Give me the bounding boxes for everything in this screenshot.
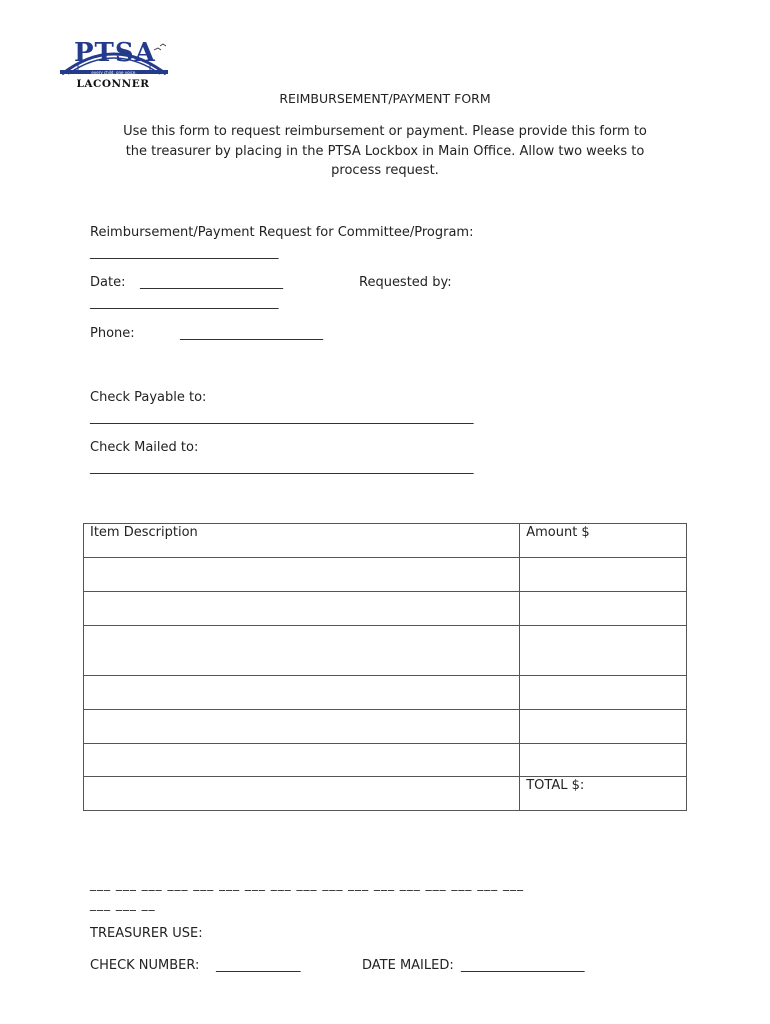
table-row bbox=[84, 592, 687, 626]
date-mailed-field[interactable]: ___________________ bbox=[461, 958, 585, 973]
logo-location: LACONNER bbox=[76, 78, 150, 90]
table-row bbox=[84, 558, 687, 592]
date-label: Date: bbox=[90, 275, 126, 290]
amount-cell[interactable] bbox=[520, 744, 687, 777]
date-field[interactable]: ______________________ bbox=[140, 275, 283, 290]
intro-line: the treasurer by placing in the PTSA Lockbox in Main Office. Allow two weeks to bbox=[125, 143, 645, 159]
intro-line: Use this form to request reimbursement or payment. Please provide this form to bbox=[123, 124, 647, 139]
separator-line: ___ ___ ___ ___ ___ ___ ___ ___ ___ ___ ___ ___ ___ ___ ___ ___ ___ bbox=[90, 877, 525, 891]
amount-cell[interactable] bbox=[520, 676, 687, 710]
total-label[interactable]: TOTAL $: bbox=[520, 777, 687, 811]
check-mailed-field[interactable]: ___________________________________________________________ bbox=[90, 460, 474, 475]
treasurer-use-heading: TREASURER USE: bbox=[90, 926, 203, 941]
committee-label: Reimbursement/Payment Request for Committee/Program: bbox=[90, 225, 474, 240]
intro-text bbox=[95, 122, 675, 181]
phone-label: Phone: bbox=[90, 326, 135, 341]
committee-field[interactable]: _____________________________ bbox=[90, 245, 279, 260]
item-description-cell[interactable] bbox=[84, 558, 520, 592]
amount-cell[interactable] bbox=[520, 710, 687, 744]
amount-cell[interactable] bbox=[520, 592, 687, 626]
item-description-cell[interactable] bbox=[84, 710, 520, 744]
header-item-description: Item Description bbox=[84, 524, 520, 558]
item-description-cell[interactable] bbox=[84, 744, 520, 777]
check-payable-field[interactable]: ___________________________________________________________ bbox=[90, 410, 474, 425]
table-row bbox=[84, 626, 687, 676]
table-total-row bbox=[84, 777, 687, 811]
amount-cell[interactable] bbox=[520, 558, 687, 592]
requested-by-label: Requested by: bbox=[359, 275, 452, 290]
item-description-cell[interactable] bbox=[84, 592, 520, 626]
ptsa-logo bbox=[58, 36, 170, 92]
check-payable-label: Check Payable to: bbox=[90, 390, 207, 405]
total-blank-cell bbox=[84, 777, 520, 811]
item-description-cell[interactable] bbox=[84, 676, 520, 710]
logo-tagline: every child. one voice. bbox=[91, 70, 137, 75]
amount-cell[interactable] bbox=[520, 626, 687, 676]
item-description-cell[interactable] bbox=[84, 626, 520, 676]
intro-line: process request. bbox=[331, 163, 439, 178]
requested-by-field[interactable]: _____________________________ bbox=[90, 295, 279, 310]
check-mailed-label: Check Mailed to: bbox=[90, 440, 199, 455]
header-amount: Amount $ bbox=[520, 524, 687, 558]
form-title: REIMBURSEMENT/PAYMENT FORM bbox=[279, 91, 491, 106]
phone-field[interactable]: ______________________ bbox=[180, 326, 323, 341]
table-header-row bbox=[84, 524, 687, 558]
separator-line: ___ ___ __ bbox=[90, 897, 156, 911]
table-row bbox=[84, 676, 687, 710]
table-row bbox=[84, 744, 687, 777]
check-number-field[interactable]: _____________ bbox=[216, 958, 301, 973]
check-number-label: CHECK NUMBER: bbox=[90, 958, 200, 973]
items-table bbox=[83, 523, 687, 811]
logo-ptsa-text: PTSA bbox=[74, 38, 156, 68]
table-row bbox=[84, 710, 687, 744]
date-mailed-label: DATE MAILED: bbox=[362, 958, 454, 973]
